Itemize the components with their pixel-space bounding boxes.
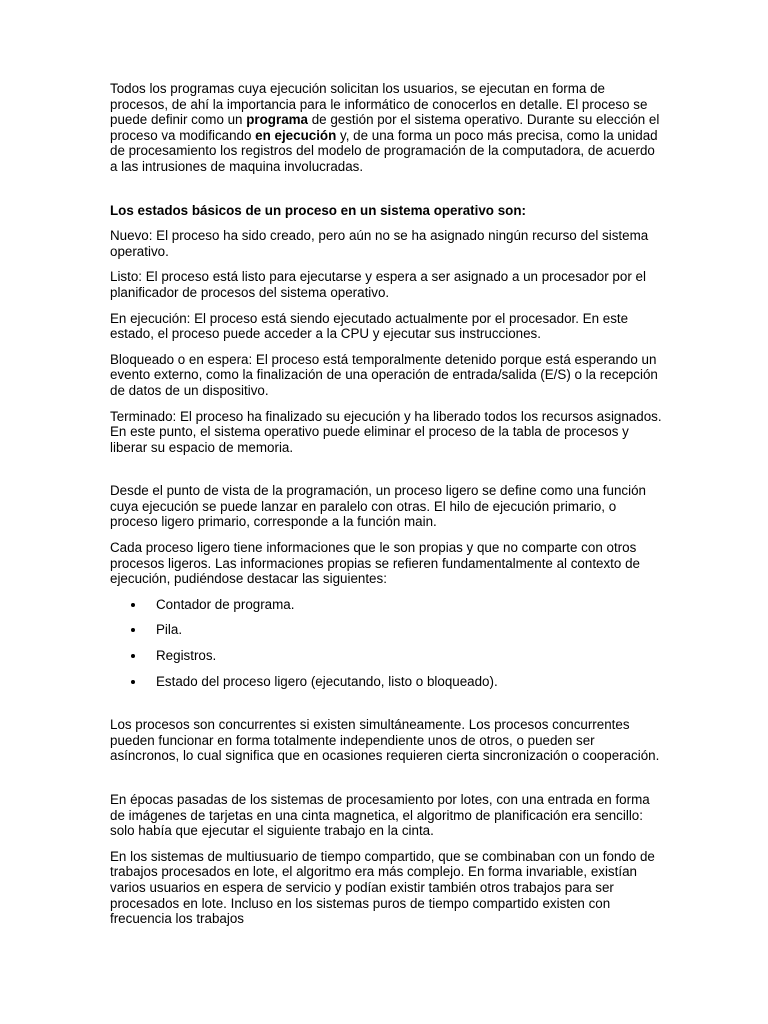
- list-item-text: Contador de programa.: [156, 596, 295, 612]
- intro-paragraph: [110, 81, 662, 175]
- list-item: [110, 622, 662, 638]
- bullet-icon: [131, 654, 135, 658]
- bullet-icon: [131, 680, 135, 684]
- light-process-paragraph-1: Desde el punto de vista de la programación, un proceso ligero se define como una función cuya ejecución se puede lanzar en paralelo con otras. El hilo de ejecución primario, o proceso ligero primario, corresponde a la función main.: [110, 483, 646, 530]
- list-item: [110, 674, 662, 690]
- light-process-list: [110, 597, 662, 689]
- list-item: [110, 648, 662, 664]
- batch-paragraph-2: En los sistemas de multiusuario de tiempo compartido, que se combinaban con un fondo de trabajos procesados en lote, el algoritmo era más complejo. En forma invariable, existían varios usuarios en espera de servicio y podían existir también otros trabajos para ser procesados en lote. Incluso en los sistemas puros de tiempo compartido existen con frecuencia los trabajos: [110, 848, 655, 927]
- list-item-text: Pila.: [156, 622, 183, 638]
- concurrency-paragraph: Los procesos son concurrentes si existen simultáneamente. Los procesos concurrentes pueden funcionar en forma totalmente independiente unos de otros, o pueden ser asíncronos, lo cual significa que en ocasiones requieren cierta sincronización o cooperación.: [110, 717, 660, 764]
- state-bloqueado: Bloqueado o en espera: El proceso está temporalmente detenido porque está esperando un evento externo, como la finalización de una operación de entrada/salida (E/S) o la recepción de datos de un dispositivo.: [110, 351, 658, 398]
- document-page: [110, 81, 662, 927]
- intro-text-3: y, de una forma un poco más precisa, como la unidad de procesamiento los registros del modelo de programación de la computadora, de acuerdo a las intrusiones de maquina involucradas.: [110, 127, 658, 174]
- intro-bold-programa: programa: [246, 112, 308, 128]
- batch-paragraph-1: En épocas pasadas de los sistemas de procesamiento por lotes, con una entrada en forma de imágenes de tarjetas en una cinta magnetica, el algoritmo de planificación era sencillo: solo había que ejecutar el siguiente trabajo en la cinta.: [110, 792, 650, 839]
- state-listo: Listo: El proceso está listo para ejecutarse y espera a ser asignado a un procesador por el planificador de procesos del sistema operativo.: [110, 269, 646, 300]
- state-en-ejecucion: En ejecución: El proceso está siendo ejecutado actualmente por el procesador. En este estado, el proceso puede acceder a la CPU y ejecutar sus instrucciones.: [110, 310, 629, 342]
- state-nuevo: Nuevo: El proceso ha sido creado, pero aún no se ha asignado ningún recurso del sistema operativo.: [110, 228, 649, 259]
- intro-bold-en-ejecucion: en ejecución: [255, 127, 337, 143]
- list-item-text: Registros.: [156, 648, 217, 664]
- list-item: [110, 597, 662, 613]
- state-terminado: Terminado: El proceso ha finalizado su ejecución y ha liberado todos los recursos asignados. En este punto, el sistema operativo puede eliminar el proceso de la tabla de procesos y liberar su espacio de memoria.: [110, 408, 662, 455]
- list-item-text: Estado del proceso ligero (ejecutando, listo o bloqueado).: [156, 673, 498, 689]
- intro-text-1: Todos los programas cuya ejecución solicitan los usuarios, se ejecutan en forma de procesos, de ahí la importancia para le informático de conocerlos en detalle. El proceso se puede definir como un: [110, 81, 648, 128]
- states-heading: Los estados básicos de un proceso en un sistema operativo son:: [110, 202, 526, 218]
- bullet-icon: [131, 603, 135, 607]
- intro-text-2: de gestión por el sistema operativo. Durante su elección el proceso va modificando: [110, 112, 660, 143]
- light-process-paragraph-2: Cada proceso ligero tiene informaciones que le son propias y que no comparte con otros procesos ligeros. Las informaciones propias se refieren fundamentalmente al contexto de ejecución, pudiéndose destacar las siguientes:: [110, 540, 640, 587]
- bullet-icon: [131, 628, 135, 632]
